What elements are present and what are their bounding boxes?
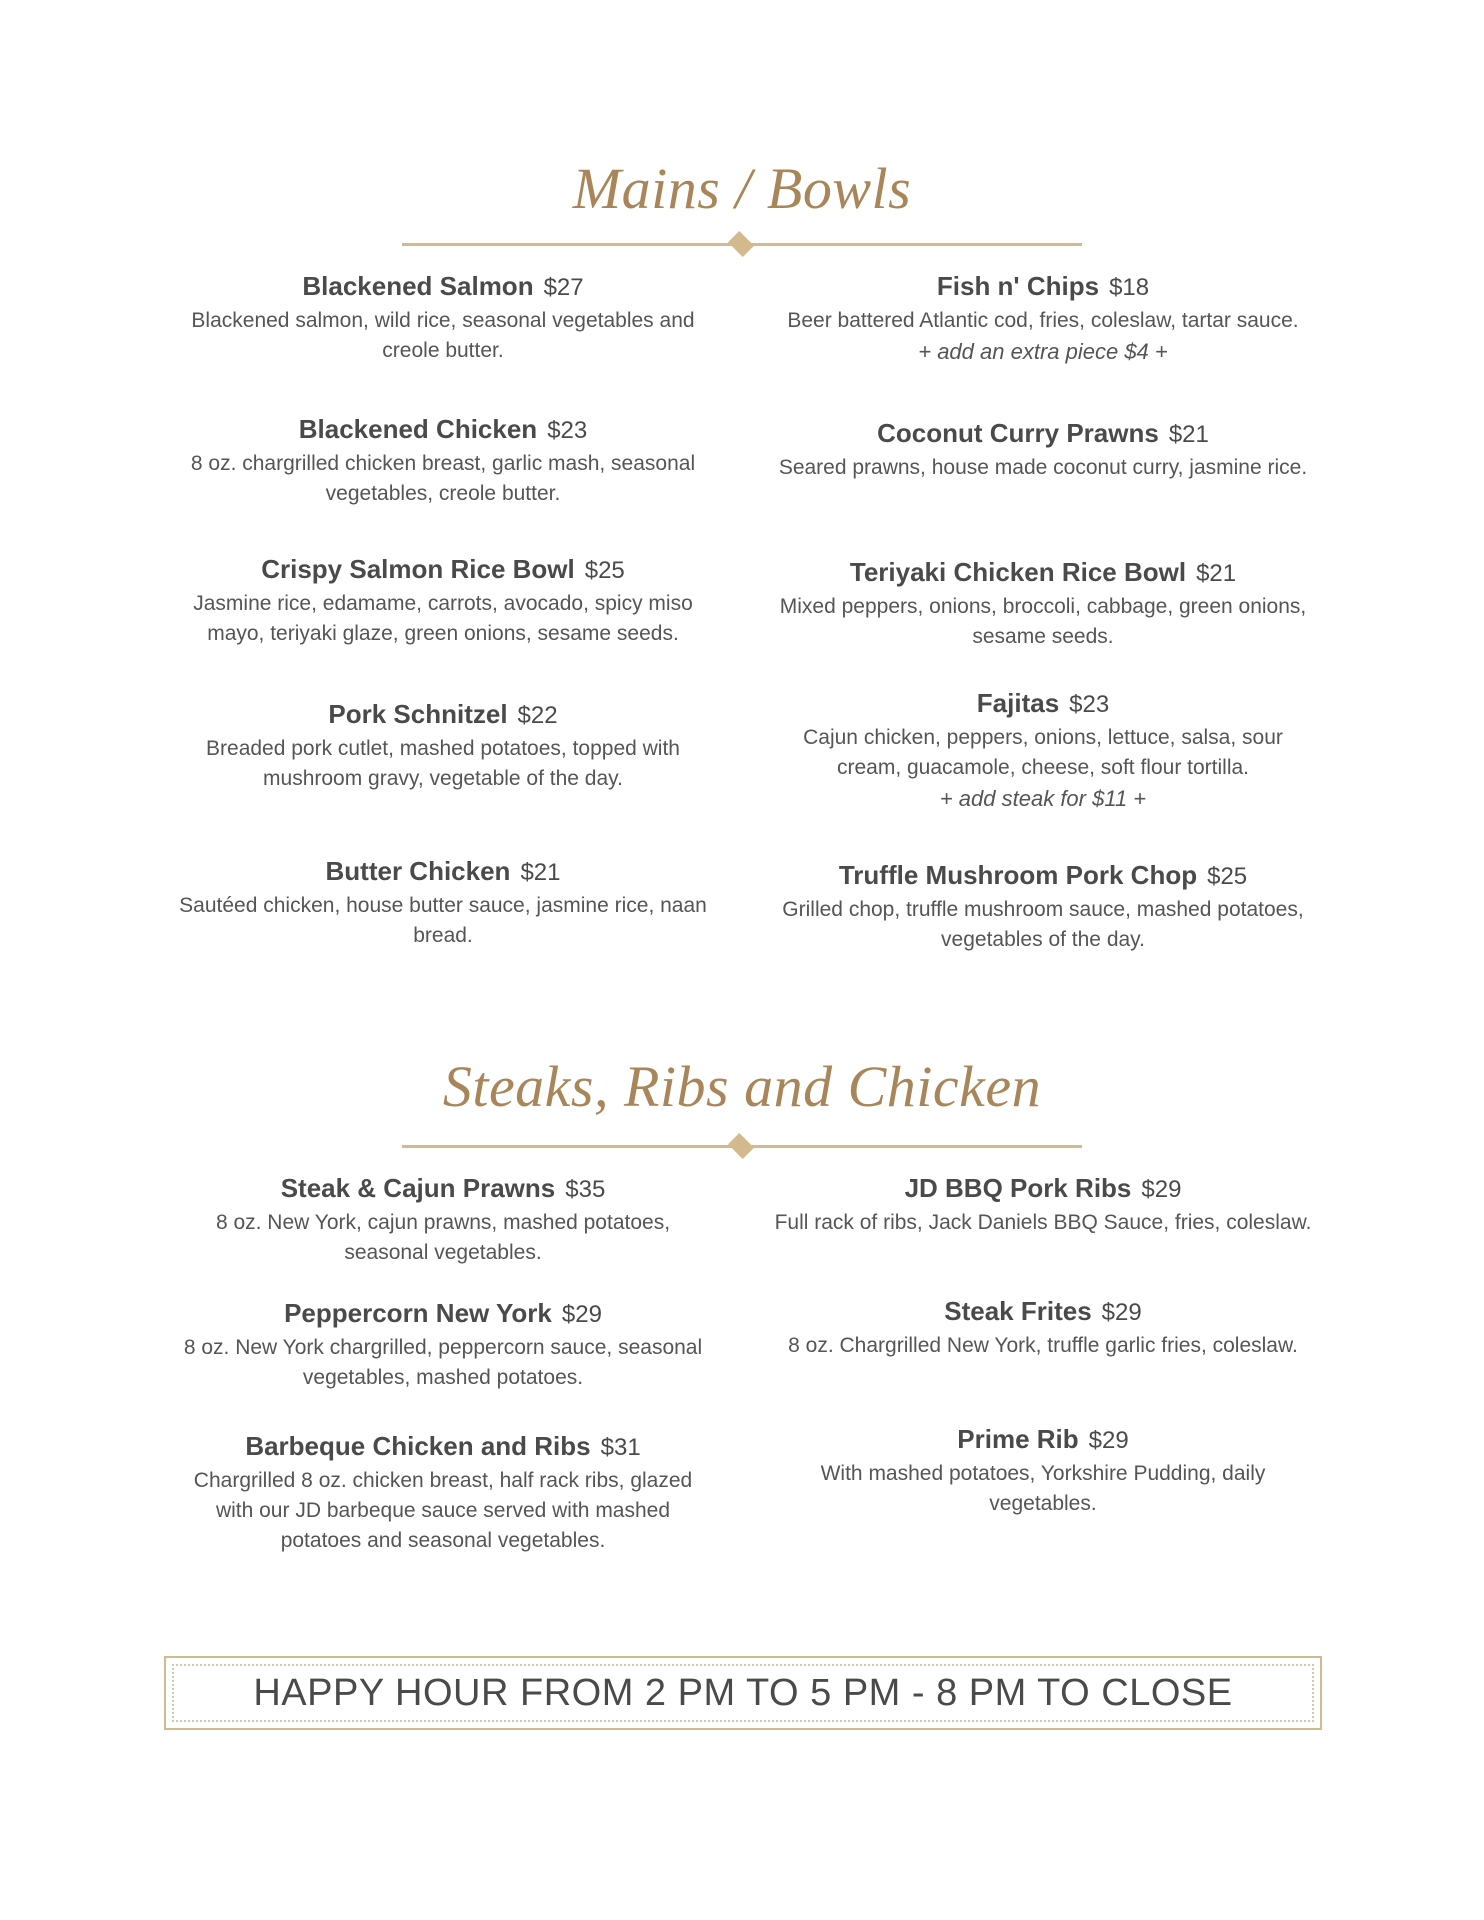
- item-name: Blackened Chicken: [298, 414, 538, 444]
- item-price: $22: [517, 702, 558, 729]
- menu-item: [773, 556, 1313, 652]
- item-price: $29: [1088, 1427, 1129, 1454]
- item-name: Steak & Cajun Prawns: [280, 1173, 556, 1203]
- item-price: $29: [561, 1301, 602, 1328]
- happy-hour-inner-frame: [172, 1664, 1314, 1722]
- menu-item: [773, 1423, 1313, 1519]
- menu-item: [173, 270, 713, 366]
- item-price: $25: [584, 557, 625, 584]
- divider-diamond-ornament: [728, 231, 754, 257]
- item-name: Teriyaki Chicken Rice Bowl: [849, 557, 1187, 587]
- menu-item: [173, 855, 713, 951]
- item-addon-note: + add an extra piece $4 +: [918, 339, 1168, 364]
- section-divider: [402, 234, 1082, 254]
- item-description: Sautéed chicken, house butter sauce, jasmine rice, naan bread.: [179, 894, 707, 947]
- item-name: Barbeque Chicken and Ribs: [245, 1431, 591, 1461]
- item-price: $23: [1069, 691, 1110, 718]
- item-description: Beer battered Atlantic cod, fries, coleslaw, tartar sauce.: [787, 309, 1299, 332]
- item-name: Blackened Salmon: [302, 271, 534, 301]
- item-description: Jasmine rice, edamame, carrots, avocado, spicy miso mayo, teriyaki glaze, green onions, sesame seeds.: [193, 592, 693, 645]
- item-name: Crispy Salmon Rice Bowl: [261, 554, 575, 584]
- item-description: Breaded pork cutlet, mashed potatoes, topped with mushroom gravy, vegetable of the day.: [206, 737, 680, 790]
- menu-item: [773, 1295, 1313, 1361]
- item-price: $21: [1168, 421, 1209, 448]
- item-name: Coconut Curry Prawns: [877, 418, 1159, 448]
- item-name: Fajitas: [976, 688, 1060, 718]
- item-name: Prime Rib: [957, 1424, 1079, 1454]
- item-price: $29: [1101, 1299, 1142, 1326]
- menu-item: [773, 859, 1313, 955]
- item-addon-note: + add steak for $11 +: [939, 786, 1147, 811]
- section-divider: [402, 1136, 1082, 1156]
- item-price: $21: [520, 859, 561, 886]
- happy-hour-text: HAPPY HOUR FROM 2 PM TO 5 PM - 8 PM TO CLOSE: [253, 1671, 1233, 1714]
- happy-hour-banner: [164, 1656, 1322, 1730]
- item-description: Full rack of ribs, Jack Daniels BBQ Sauce, fries, coleslaw.: [774, 1211, 1312, 1234]
- item-price: $18: [1109, 274, 1150, 301]
- menu-item: [773, 417, 1313, 483]
- section-title-mains: Mains / Bowls: [572, 156, 912, 221]
- item-description: Grilled chop, truffle mushroom sauce, mashed potatoes, vegetables of the day.: [782, 898, 1304, 951]
- divider-diamond-ornament: [728, 1133, 754, 1159]
- item-price: $21: [1196, 560, 1237, 587]
- menu-item: [173, 413, 713, 509]
- menu-item: [173, 1172, 713, 1268]
- item-description: Mixed peppers, onions, broccoli, cabbage, green onions, sesame seeds.: [779, 595, 1307, 648]
- item-price: $27: [543, 274, 584, 301]
- item-name: JD BBQ Pork Ribs: [904, 1173, 1132, 1203]
- item-name: Peppercorn New York: [284, 1298, 552, 1328]
- item-description: With mashed potatoes, Yorkshire Pudding, daily vegetables.: [820, 1462, 1266, 1515]
- menu-item: [773, 687, 1313, 815]
- item-description: Cajun chicken, peppers, onions, lettuce, salsa, sour cream, guacamole, cheese, soft flour tortilla.: [803, 726, 1283, 779]
- item-price: $31: [600, 1434, 641, 1461]
- menu-item: [173, 553, 713, 649]
- item-price: $35: [565, 1176, 606, 1203]
- item-description: 8 oz. New York, cajun prawns, mashed potatoes, seasonal vegetables.: [215, 1211, 671, 1264]
- menu-item: [173, 698, 713, 794]
- item-description: 8 oz. Chargrilled New York, truffle garlic fries, coleslaw.: [788, 1334, 1298, 1357]
- item-name: Truffle Mushroom Pork Chop: [838, 860, 1198, 890]
- item-name: Fish n' Chips: [936, 271, 1100, 301]
- item-name: Butter Chicken: [325, 856, 511, 886]
- section-title-steaks: Steaks, Ribs and Chicken: [442, 1054, 1042, 1119]
- menu-item: [173, 1430, 713, 1556]
- menu-item: [173, 1297, 713, 1393]
- item-price: $25: [1207, 863, 1248, 890]
- item-description: 8 oz. New York chargrilled, peppercorn sauce, seasonal vegetables, mashed potatoes.: [183, 1336, 703, 1389]
- item-description: Blackened salmon, wild rice, seasonal vegetables and creole butter.: [191, 309, 695, 362]
- item-description: Chargrilled 8 oz. chicken breast, half rack ribs, glazed with our JD barbeque sauce served with mashed potatoes and seasonal vegetables.: [193, 1469, 693, 1552]
- menu-item: [773, 1172, 1313, 1238]
- item-price: $23: [547, 417, 588, 444]
- item-name: Pork Schnitzel: [328, 699, 508, 729]
- item-description: 8 oz. chargrilled chicken breast, garlic mash, seasonal vegetables, creole butter.: [190, 452, 696, 505]
- item-price: $29: [1141, 1176, 1182, 1203]
- menu-item: [773, 270, 1313, 368]
- item-name: Steak Frites: [944, 1296, 1092, 1326]
- item-description: Seared prawns, house made coconut curry, jasmine rice.: [778, 456, 1308, 479]
